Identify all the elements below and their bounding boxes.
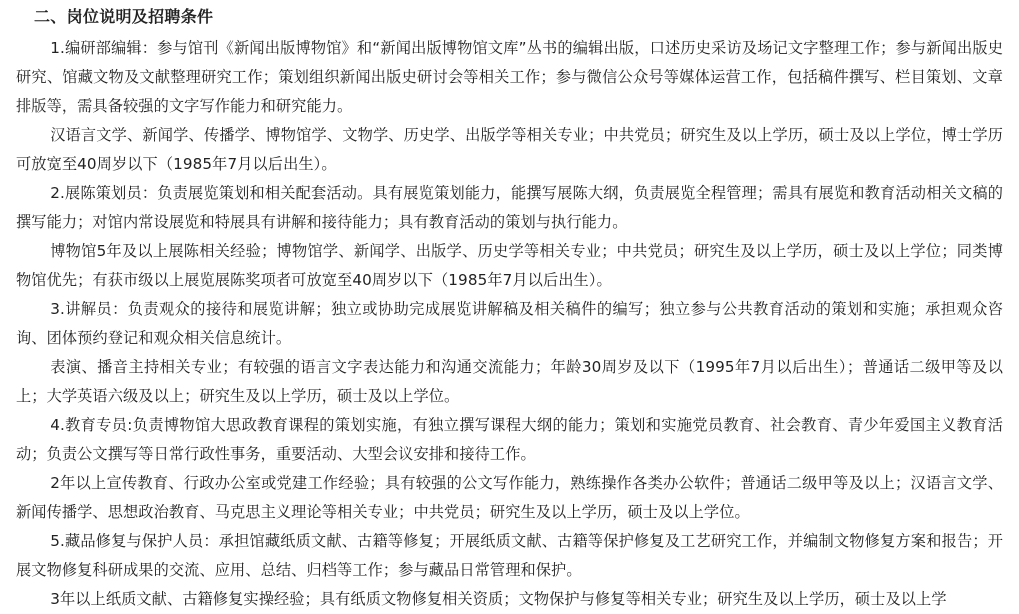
paragraph-conservator-duties: 5.藏品修复与保护人员：承担馆藏纸质文献、古籍等修复；开展纸质文献、古籍等保护修复及工艺研究工作，并编制文物修复方案和报告；开展文物修复科研成果的交流、应用、总结、归档等工作；参与藏品日常管理和保护。 xyxy=(16,532,1003,579)
paragraph-guide-duties: 3.讲解员：负责观众的接待和展览讲解；独立或协助完成展览讲解稿及相关稿件的编写；独立参与公共教育活动的策划和实施；承担观众咨询、团体预约登记和观众相关信息统计。 xyxy=(16,300,1003,347)
paragraph-educator-requirements: 2年以上宣传教育、行政办公室或党建工作经验；具有较强的公文写作能力，熟练操作各类办公软件；普通话二级甲等及以上；汉语言文学、新闻传播学、思想政治教育、马克思主义理论等相关专业；中共党员；研究生及以上学历，硕士及以上学位。 xyxy=(16,474,1003,521)
paragraph-curator-duties: 2.展陈策划员：负责展览策划和相关配套活动。具有展览策划能力，能撰写展陈大纲，负责展览全程管理；需具有展览和教育活动相关文稿的撰写能力；对馆内常设展览和特展具有讲解和接待能力；具有教育活动的策划与执行能力。 xyxy=(16,184,1003,231)
paragraph-curator-requirements: 博物馆5年及以上展陈相关经验；博物馆学、新闻学、出版学、历史学等相关专业；中共党员；研究生及以上学历，硕士及以上学位；同类博物馆优先；有获市级以上展览展陈奖项者可放宽至40周岁以下（1985年7月以后出生）。 xyxy=(16,242,1003,289)
section-heading: 二、岗位说明及招聘条件 xyxy=(34,7,214,26)
paragraph-guide-requirements: 表演、播音主持相关专业；有较强的语言文字表达能力和沟通交流能力；年龄30周岁及以下（1995年7月以后出生）；普通话二级甲等及以上；大学英语六级及以上；研究生及以上学历，硕士及以上学位。 xyxy=(16,358,1003,405)
paragraph-editor-requirements: 汉语言文学、新闻学、传播学、博物馆学、文物学、历史学、出版学等相关专业；中共党员；研究生及以上学历，硕士及以上学位，博士学历可放宽至40周岁以下（1985年7月以后出生）。 xyxy=(16,126,1003,173)
paragraph-editor-duties: 1.编研部编辑：参与馆刊《新闻出版博物馆》和“新闻出版博物馆文库”丛书的编辑出版，口述历史采访及场记文字整理工作；参与新闻出版史研究、馆藏文物及文献整理研究工作；策划组织新闻出版史研讨会等相关工作；参与微信公众号等媒体运营工作，包括稿件撰写、栏目策划、文章排版等，需具备较强的文字写作能力和研究能力。 xyxy=(16,39,1003,115)
paragraph-conservator-requirements: 3年以上纸质文献、古籍修复实操经验；具有纸质文物修复相关资质；文物保护与修复等相关专业；研究生及以上学历，硕士及以上学 xyxy=(50,590,947,608)
paragraph-educator-duties: 4.教育专员:负责博物馆大思政教育课程的策划实施，有独立撰写课程大纲的能力；策划和实施党员教育、社会教育、青少年爱国主义教育活动；负责公文撰写等日常行政性事务，重要活动、大型会议安排和接待工作。 xyxy=(16,416,1003,463)
